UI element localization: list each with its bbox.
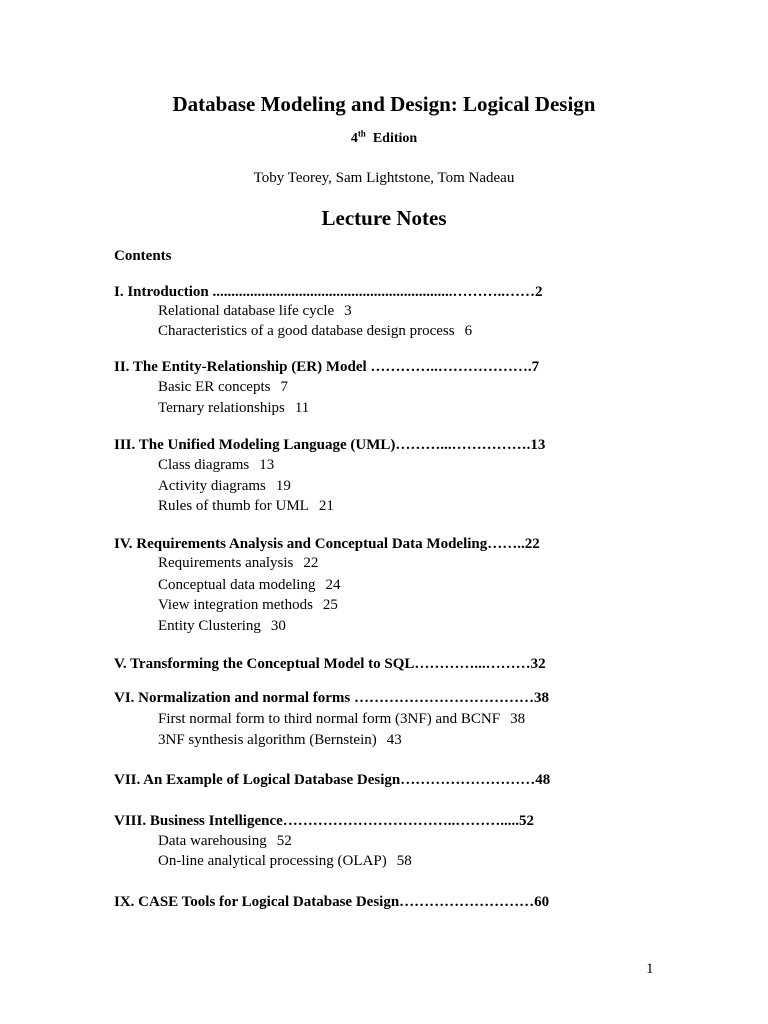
toc-heading-er-model: II. The Entity-Relationship (ER) Model …………..……………….7: [114, 359, 540, 375]
toc-heading-requirements: IV. Requirements Analysis and Conceptual Data Modeling……..22: [114, 536, 540, 552]
toc-item-page: 13: [259, 457, 275, 473]
toc-item-label: On-line analytical processing (OLAP): [158, 853, 387, 869]
toc-item-page: 3: [344, 303, 352, 319]
toc-item: [158, 618, 286, 635]
document-title: Database Modeling and Design: Logical Design: [172, 92, 596, 116]
toc-item: [158, 597, 338, 614]
toc-item-page: 11: [294, 400, 310, 416]
toc-item-page: 19: [275, 478, 291, 494]
toc-item: [158, 457, 274, 474]
toc-item-page: 30: [270, 618, 286, 634]
toc-item: [158, 478, 291, 495]
toc-item-label: Relational database life cycle: [158, 303, 335, 319]
toc-heading-uml: III. The Unified Modeling Language (UML)………...…………….13: [114, 437, 546, 453]
toc-item-label: View integration methods: [158, 597, 313, 613]
toc-item-page: 25: [322, 597, 338, 613]
toc-item: [158, 833, 292, 850]
toc-item-page: 24: [325, 577, 341, 593]
toc-item-page: 58: [396, 853, 412, 869]
toc-item: [158, 853, 412, 870]
toc-item: [158, 555, 318, 572]
page-number: 1: [646, 961, 654, 977]
contents-heading: Contents: [114, 248, 172, 264]
toc-item: [158, 711, 525, 728]
toc-item-label: Activity diagrams: [158, 478, 266, 494]
toc-item-label: Requirements analysis: [158, 555, 294, 571]
toc-item-label: Data warehousing: [158, 833, 267, 849]
toc-item-label: Class diagrams: [158, 457, 250, 473]
edition-number: 4: [350, 131, 358, 146]
toc-item-label: Rules of thumb for UML: [158, 498, 309, 514]
toc-item-page: 22: [303, 555, 319, 571]
toc-item-label: Entity Clustering: [158, 618, 261, 634]
toc-item-label: Conceptual data modeling: [158, 577, 316, 593]
toc-item-page: 7: [280, 379, 288, 395]
edition-superscript: th: [357, 128, 366, 139]
lecture-notes-heading: Lecture Notes: [321, 206, 447, 230]
toc-item: [158, 732, 402, 749]
authors: Toby Teorey, Sam Lightstone, Tom Nadeau: [253, 170, 515, 186]
toc-item-label: Characteristics of a good database design process: [158, 323, 455, 339]
toc-item-page: 43: [386, 732, 402, 748]
toc-heading-introduction: I. Introduction ................................................................………..……2: [114, 284, 543, 300]
toc-item: [158, 303, 352, 320]
toc-heading-business-intelligence: VIII. Business Intelligence……………………………..……….....52: [114, 813, 535, 829]
edition-word: Edition: [372, 131, 418, 146]
toc-item: [158, 400, 309, 417]
toc-heading-transforming: V. Transforming the Conceptual Model to SQL…………...………32: [114, 656, 546, 672]
toc-item: [158, 323, 472, 340]
toc-item-label: 3NF synthesis algorithm (Bernstein): [158, 732, 377, 748]
toc-item: [158, 379, 288, 396]
toc-item: [158, 498, 334, 515]
toc-heading-normalization: VI. Normalization and normal forms ………………………………38: [114, 690, 549, 706]
toc-item-label: Ternary relationships: [158, 400, 285, 416]
toc-item-page: 52: [276, 833, 292, 849]
toc-heading-example: VII. An Example of Logical Database Design………………………48: [114, 772, 551, 788]
edition-line: [0, 128, 768, 147]
toc-item: [158, 577, 340, 594]
toc-item-page: 6: [464, 323, 473, 339]
toc-item-page: 21: [318, 498, 334, 514]
toc-heading-case-tools: IX. CASE Tools for Logical Database Design………………………60: [114, 894, 550, 910]
toc-item-page: 38: [510, 711, 526, 727]
toc-item-label: Basic ER concepts: [158, 379, 271, 395]
toc-item-label: First normal form to third normal form (3NF) and BCNF: [158, 711, 501, 727]
